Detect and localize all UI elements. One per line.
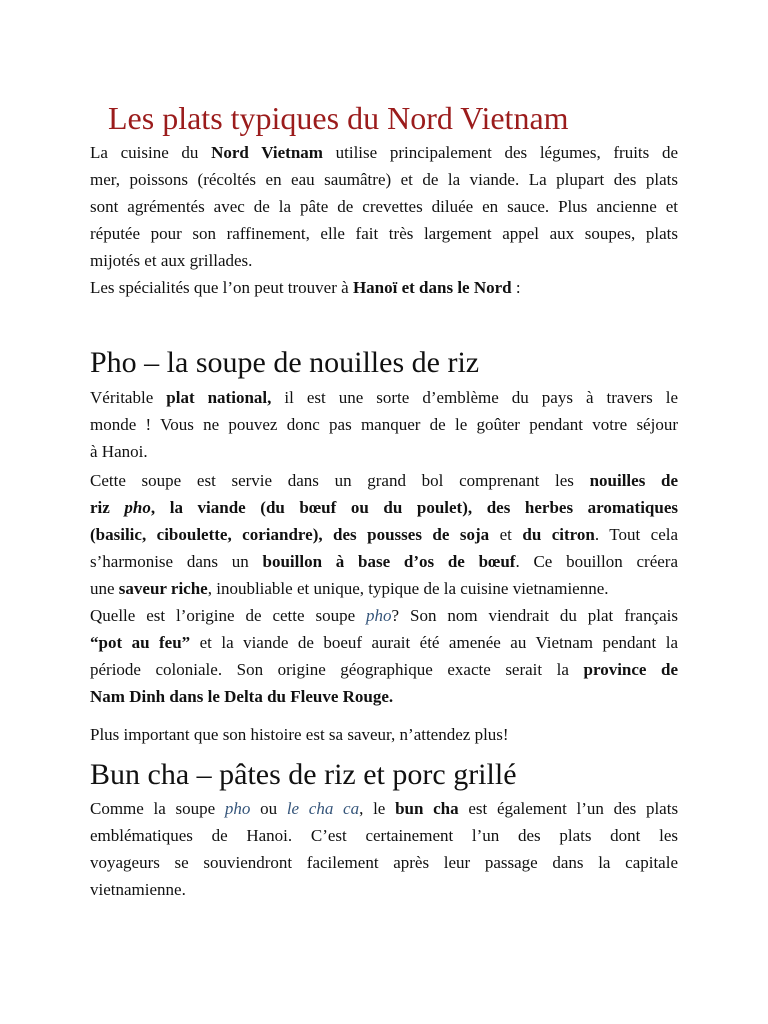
pho-paragraph-3: [90, 602, 678, 710]
pho-paragraph-1: [90, 384, 678, 465]
intro-line: sont agrémentés avec de la pâte de crevettes diluée en sauce. Plus ancienne et: [90, 197, 678, 216]
text: :: [511, 278, 521, 297]
bold-italic-text: pho: [124, 498, 151, 517]
italic-link-text: pho: [366, 606, 392, 625]
text: est également l’un des plats: [468, 799, 679, 818]
bun-cha-line: voyageurs se souviendront facilement après leur passage dans la capitale: [90, 853, 678, 872]
pho-line: monde ! Vous ne pouvez donc pas manquer de le goûter pendant votre séjour: [90, 415, 678, 434]
pho-line: [90, 602, 678, 629]
intro-line: [90, 139, 678, 166]
text: La cuisine du: [90, 143, 199, 162]
intro-line: mijotés et aux grillades.: [90, 251, 253, 270]
bun-cha-paragraph: [90, 795, 678, 903]
section-heading-bun-cha: Bun cha – pâtes de riz et porc grillé: [90, 758, 517, 791]
bun-cha-line: emblématiques de Hanoi. C’est certainement l’un des plats dont les: [90, 826, 678, 845]
text: Comme la soupe: [90, 799, 216, 818]
pho-line: [90, 467, 678, 494]
pho-line: [90, 548, 678, 575]
pho-line: [90, 384, 678, 411]
text: Véritable: [90, 388, 154, 407]
text: une: [90, 579, 115, 598]
text: période coloniale. Son origine géographique exacte serait la: [90, 660, 569, 679]
text: Les spécialités que l’on peut trouver à: [90, 278, 349, 297]
italic-link-text: pho: [224, 799, 251, 818]
section-heading-pho: Pho – la soupe de nouilles de riz: [90, 346, 480, 379]
bun-cha-line: vietnamienne.: [90, 880, 186, 899]
pho-line: [90, 656, 678, 683]
bold-text: Nam Dinh dans le Delta du Fleuve Rouge.: [90, 687, 394, 706]
bold-text: Nord Vietnam: [211, 143, 323, 162]
text: utilise principalement des légumes, fruits de: [335, 143, 678, 162]
bold-text: “pot au feu”: [90, 633, 191, 652]
pho-line: [90, 521, 678, 548]
pho-paragraph-2: [90, 467, 678, 602]
pho-line: [90, 575, 678, 602]
pho-line: [90, 629, 678, 656]
text: et: [499, 525, 512, 544]
bold-text: saveur riche: [118, 579, 208, 598]
pho-line: [90, 683, 678, 710]
bold-text: bun cha: [395, 799, 459, 818]
text: Cette soupe est servie dans un grand bol comprenant les: [90, 471, 574, 490]
bold-text: , la viande (du bœuf ou du poulet), des herbes aromatiques: [150, 498, 678, 517]
bold-text: du citron: [522, 525, 595, 544]
bold-text: (basilic, ciboulette, coriandre), des pousses de soja: [90, 525, 490, 544]
intro-paragraph: [90, 139, 678, 301]
bold-text: plat national,: [166, 388, 272, 407]
bold-text: Hanoï et dans le Nord: [352, 278, 512, 297]
pho-paragraph-4: [90, 721, 678, 748]
pho-line: Plus important que son histoire est sa saveur, n’attendez plus!: [90, 725, 509, 744]
intro-line: réputée pour son raffinement, elle fait très largement appel aux soupes, plats: [90, 224, 678, 243]
italic-link-text: le cha ca: [286, 799, 360, 818]
text: , inoubliable et unique, typique de la cuisine vietnamienne.: [207, 579, 609, 598]
text: et la viande de boeuf aurait été amenée au Vietnam pendant la: [190, 633, 679, 652]
text: s’harmonise dans un: [90, 552, 249, 571]
text: il est une sorte d’emblème du pays à travers le: [284, 388, 679, 407]
text: . Ce bouillon créera: [515, 552, 678, 571]
bold-text: riz: [90, 498, 110, 517]
bold-text: nouilles de: [589, 471, 679, 490]
text: Quelle est l’origine de cette soupe: [90, 606, 356, 625]
bold-text: province de: [583, 660, 679, 679]
text: ? Son nom viendrait du plat français: [391, 606, 678, 625]
bold-text: bouillon à base d’os de bœuf: [262, 552, 516, 571]
page-title: Les plats typiques du Nord Vietnam: [108, 100, 569, 136]
text: . Tout cela: [594, 525, 679, 544]
pho-line: à Hanoi.: [90, 442, 148, 461]
text: , le: [359, 799, 386, 818]
bun-cha-line: [90, 795, 678, 822]
intro-line: mer, poissons (récoltés en eau saumâtre) et de la viande. La plupart des plats: [90, 170, 678, 189]
pho-line: [90, 494, 678, 521]
intro-line: [90, 274, 678, 301]
text: ou: [260, 799, 278, 818]
